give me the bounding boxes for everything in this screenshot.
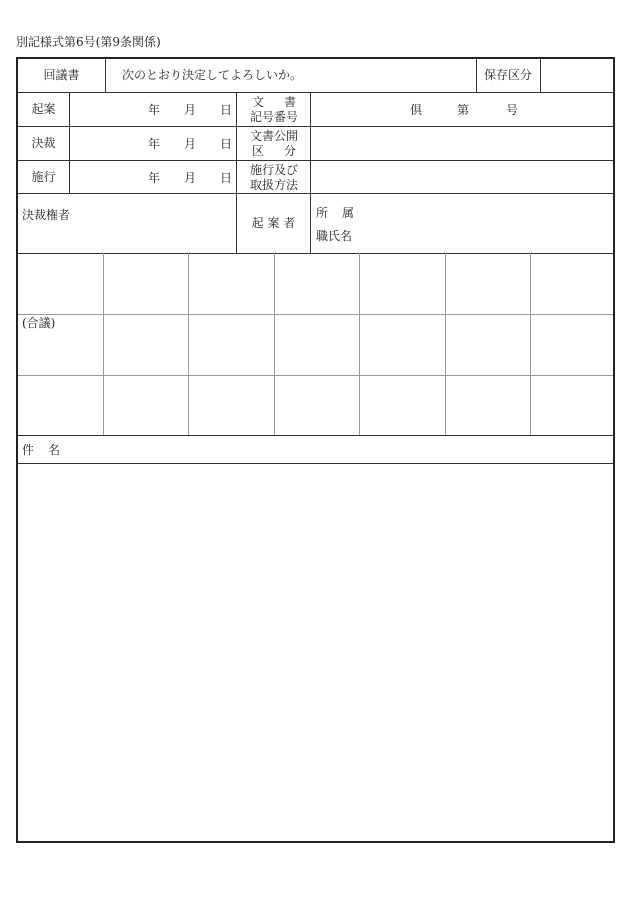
method-field[interactable] bbox=[311, 161, 613, 193]
doc-number-label-1b: 書 bbox=[283, 95, 296, 109]
decision-statement: 次のとおり決定してよろしいか。 bbox=[122, 68, 303, 82]
kian-date-field[interactable] bbox=[70, 93, 236, 126]
form-frame bbox=[16, 57, 615, 843]
method-label-2: 取扱方法 bbox=[250, 178, 299, 192]
shokushimei-label: 職氏名 bbox=[316, 229, 353, 243]
doc-number-field[interactable] bbox=[311, 93, 613, 126]
year-label: 年 bbox=[148, 171, 161, 185]
disclosure-label bbox=[250, 129, 298, 159]
kessai-kensha-label: 決裁権者 bbox=[22, 208, 71, 222]
form-caption: 別記様式第6号(第9条関係) bbox=[16, 35, 161, 49]
divider bbox=[105, 59, 106, 92]
body-text-area[interactable] bbox=[19, 464, 613, 841]
month-label: 月 bbox=[184, 171, 197, 185]
shozoku-a: 所 bbox=[316, 206, 329, 220]
doc-number-label bbox=[250, 95, 298, 125]
kessai-label: 決裁 bbox=[31, 136, 56, 150]
kenmei-label bbox=[22, 443, 62, 458]
disclosure-label-1: 文書公開 bbox=[250, 129, 299, 143]
year-label: 年 bbox=[148, 137, 161, 151]
method-label-1: 施行及び bbox=[250, 163, 299, 177]
disclosure-label-2a: 区 bbox=[252, 144, 265, 158]
doc-number-label-2: 記号番号 bbox=[250, 110, 299, 124]
shiko-label: 施行 bbox=[31, 169, 56, 184]
kairan-label: 回議書 bbox=[43, 68, 80, 82]
kiansha-label: 起 案 者 bbox=[251, 216, 296, 230]
kessai-date-field[interactable] bbox=[70, 127, 236, 160]
month-label: 月 bbox=[184, 103, 197, 117]
kigo-b: 第 bbox=[457, 103, 470, 117]
disclosure-label-2b: 分 bbox=[283, 144, 296, 158]
kigo-a: 倶 bbox=[410, 103, 423, 117]
doc-number-label-1a: 文 bbox=[252, 95, 265, 109]
hozon-label: 保存区分 bbox=[483, 68, 532, 82]
month-label: 月 bbox=[184, 137, 197, 151]
day-label: 日 bbox=[220, 171, 233, 185]
disclosure-field[interactable] bbox=[311, 127, 613, 160]
kessai-kensha-field[interactable] bbox=[19, 194, 236, 253]
divider bbox=[18, 435, 613, 436]
shozoku-label bbox=[316, 206, 356, 221]
kigo-c: 号 bbox=[506, 103, 519, 117]
method-label bbox=[250, 163, 302, 193]
kenmei-b: 名 bbox=[47, 443, 60, 457]
kian-label: 起案 bbox=[31, 102, 56, 116]
approval-stamp-grid[interactable] bbox=[19, 254, 613, 435]
day-label: 日 bbox=[220, 103, 233, 117]
shozoku-b: 属 bbox=[341, 206, 354, 220]
kenmei-a: 件 bbox=[22, 443, 35, 457]
year-label: 年 bbox=[148, 103, 161, 117]
gougi-label: (合議) bbox=[22, 316, 56, 330]
day-label: 日 bbox=[220, 137, 233, 151]
hozon-input[interactable] bbox=[541, 60, 613, 92]
shiko-date-field[interactable] bbox=[70, 161, 236, 193]
